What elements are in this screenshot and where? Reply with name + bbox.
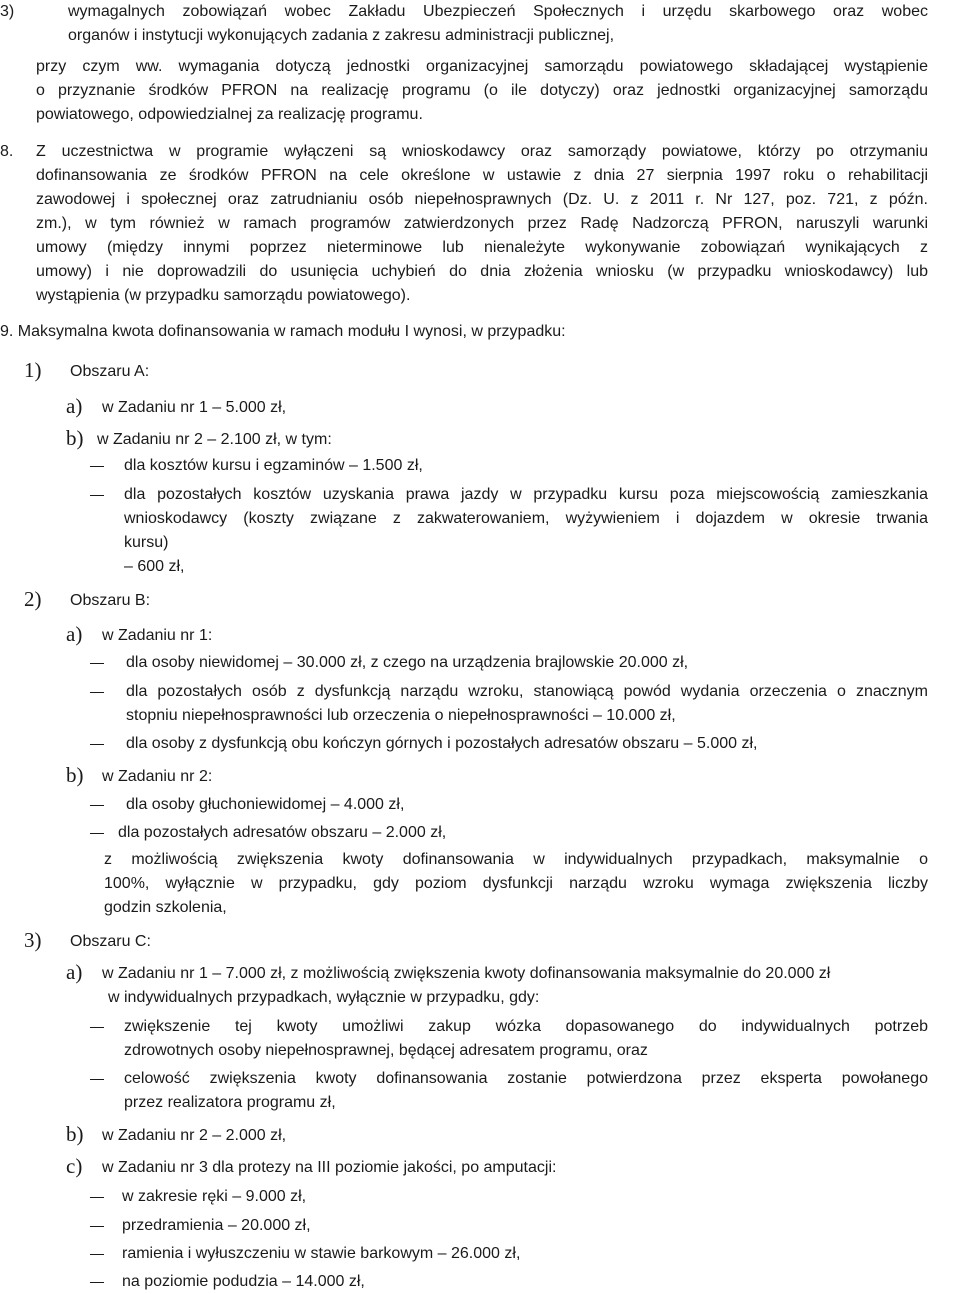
- dash-bullet: [90, 1079, 104, 1080]
- note-line: 100%, wyłącznie w przypadku, gdy poziom dysfunkcji narządu wzroku wymaga zwiększenia liczby: [104, 875, 928, 892]
- paragraph-line: zm.), w tym również w ramach programów zatwierdzonych przez Radę Nadzorczą PFRON, naruszyli warunki: [36, 215, 928, 232]
- dash-bullet: [90, 1027, 104, 1028]
- note-line: godzin szkolenia,: [104, 899, 227, 916]
- dash-bullet: [90, 1254, 104, 1255]
- area-number: 1): [24, 358, 42, 382]
- bullet-line: dla pozostałych osób z dysfunkcją narządu wzroku, stanowiącą powód wydania orzeczenia o znacznym: [126, 683, 928, 700]
- bullet-line: dla kosztów kursu i egzaminów – 1.500 zł,: [124, 457, 423, 474]
- dash-bullet: [90, 1197, 104, 1198]
- task-line: w Zadaniu nr 2 – 2.100 zł, w tym:: [97, 431, 332, 448]
- bullet-line: przedramienia – 20.000 zł,: [122, 1217, 311, 1234]
- bullet-line: stopniu niepełnosprawności lub orzeczenia o niepełnosprawności – 10.000 zł,: [126, 707, 676, 724]
- area-number: 2): [24, 587, 42, 611]
- task-marker: b): [66, 1122, 84, 1146]
- task-marker: a): [66, 960, 83, 984]
- task-line: w Zadaniu nr 1:: [102, 627, 213, 644]
- area-title: Obszaru C:: [70, 933, 151, 950]
- task-marker: b): [66, 426, 84, 450]
- area-title: Obszaru A:: [70, 363, 150, 380]
- bullet-line: dla osoby z dysfunkcją obu kończyn górnych i pozostałych adresatów obszaru – 5.000 zł,: [126, 735, 758, 752]
- dash-bullet: [90, 663, 104, 664]
- dash-bullet: [90, 833, 104, 834]
- task-line: w Zadaniu nr 2:: [102, 768, 213, 785]
- paragraph-line: Z uczestnictwa w programie wyłączeni są wnioskodawcy oraz samorządy powiatowe, którzy po otrzymaniu: [36, 143, 928, 160]
- dash-bullet: [90, 495, 104, 496]
- task-line: w Zadaniu nr 1 – 7.000 zł, z możliwością zwiększenia kwoty dofinansowania maksymalnie do 20.000 zł: [102, 965, 831, 982]
- item-number: 8.: [0, 143, 14, 160]
- paragraph-line: wystąpienia (w przypadku samorządu powiatowego).: [36, 287, 411, 304]
- paragraph-line: o przyznanie środków PFRON na realizację programu (o ile dotyczy) oraz jednostki organizacyjnej samorządu: [36, 82, 928, 99]
- task-line: w Zadaniu nr 3 dla protezy na III poziomie jakości, po amputacji:: [102, 1159, 557, 1176]
- task-marker: c): [66, 1154, 83, 1178]
- bullet-line: na poziomie podudzia – 14.000 zł,: [122, 1273, 365, 1290]
- dash-bullet: [90, 692, 104, 693]
- bullet-line: ramienia i wyłuszczeniu w stawie barkowym – 26.000 zł,: [122, 1245, 521, 1262]
- bullet-line: dla pozostałych adresatów obszaru – 2.000 zł,: [118, 824, 447, 841]
- dash-bullet: [90, 1226, 104, 1227]
- bullet-line: wnioskodawcy (koszty związane z zakwaterowaniem, wyżywieniem i dojazdem w okresie trwania: [124, 510, 928, 527]
- dash-bullet: [90, 805, 104, 806]
- item-number: 3): [0, 3, 15, 20]
- paragraph-line: umowy (między innymi poprzez nieterminowe lub nienależyte wykonywanie zobowiązań wynikających z: [36, 239, 928, 256]
- bullet-line: zdrowotnych osoby niepełnosprawnej, będącej adresatem programu, oraz: [124, 1042, 648, 1059]
- bullet-line: przez realizatora programu zł,: [124, 1094, 336, 1111]
- paragraph-line: wymagalnych zobowiązań wobec Zakładu Ubezpieczeń Społecznych i urzędu skarbowego oraz wobec: [68, 3, 928, 20]
- task-line: w Zadaniu nr 2 – 2.000 zł,: [102, 1127, 287, 1144]
- paragraph-line: powiatowego, odpowiedzialnej za realizację programu.: [36, 106, 423, 123]
- bullet-line: dla osoby niewidomej – 30.000 zł, z czego na urządzenia brajlowskie 20.000 zł,: [126, 654, 689, 671]
- bullet-line: kursu): [124, 534, 169, 551]
- dash-bullet: [90, 1282, 104, 1283]
- paragraph-line: zawodowej i społecznej oraz zatrudnianiu osób niepełnosprawnych (Dz. U. z 2011 r. Nr 127, poz. 721, z późn.: [36, 191, 928, 208]
- bullet-line: dla pozostałych kosztów uzyskania prawa jazdy w przypadku kursu poza miejscowością zamieszkania: [124, 486, 928, 503]
- paragraph-line: dofinansowania ze środków PFRON na cele określone w ustawie z dnia 27 sierpnia 1997 roku o rehabilitacji: [36, 167, 928, 184]
- bullet-line: w zakresie ręki – 9.000 zł,: [122, 1188, 307, 1205]
- bullet-line: zwiększenie tej kwoty umożliwi zakup wózka dopasowanego do indywidualnych potrzeb: [124, 1018, 928, 1035]
- task-line: w indywidualnych przypadkach, wyłącznie w przypadku, gdy:: [108, 989, 540, 1006]
- task-marker: a): [66, 622, 83, 646]
- section-heading: 9. Maksymalna kwota dofinansowania w ramach modułu I wynosi, w przypadku:: [0, 323, 566, 340]
- task-line: w Zadaniu nr 1 – 5.000 zł,: [102, 399, 287, 416]
- dash-bullet: [90, 744, 104, 745]
- task-marker: a): [66, 394, 83, 418]
- bullet-line: celowość zwiększenia kwoty dofinansowania zostanie potwierdzona przez eksperta powołanego: [124, 1070, 928, 1087]
- area-title: Obszaru B:: [70, 592, 151, 609]
- bullet-line: – 600 zł,: [124, 558, 185, 575]
- area-number: 3): [24, 928, 42, 952]
- paragraph-line: przy czym ww. wymagania dotyczą jednostki organizacyjnej samorządu powiatowego składającej wystąpienie: [36, 58, 928, 75]
- paragraph-line: umowy) i nie doprowadzili do usunięcia uchybień do dnia złożenia wniosku (w przypadku wnioskodawcy) lub: [36, 263, 928, 280]
- dash-bullet: [90, 466, 104, 467]
- note-line: z możliwością zwiększenia kwoty dofinansowania w indywidualnych przypadkach, maksymalnie o: [104, 851, 928, 868]
- paragraph-line: organów i instytucji wykonujących zadania z zakresu administracji publicznej,: [68, 27, 615, 44]
- task-marker: b): [66, 763, 84, 787]
- bullet-line: dla osoby głuchoniewidomej – 4.000 zł,: [126, 796, 405, 813]
